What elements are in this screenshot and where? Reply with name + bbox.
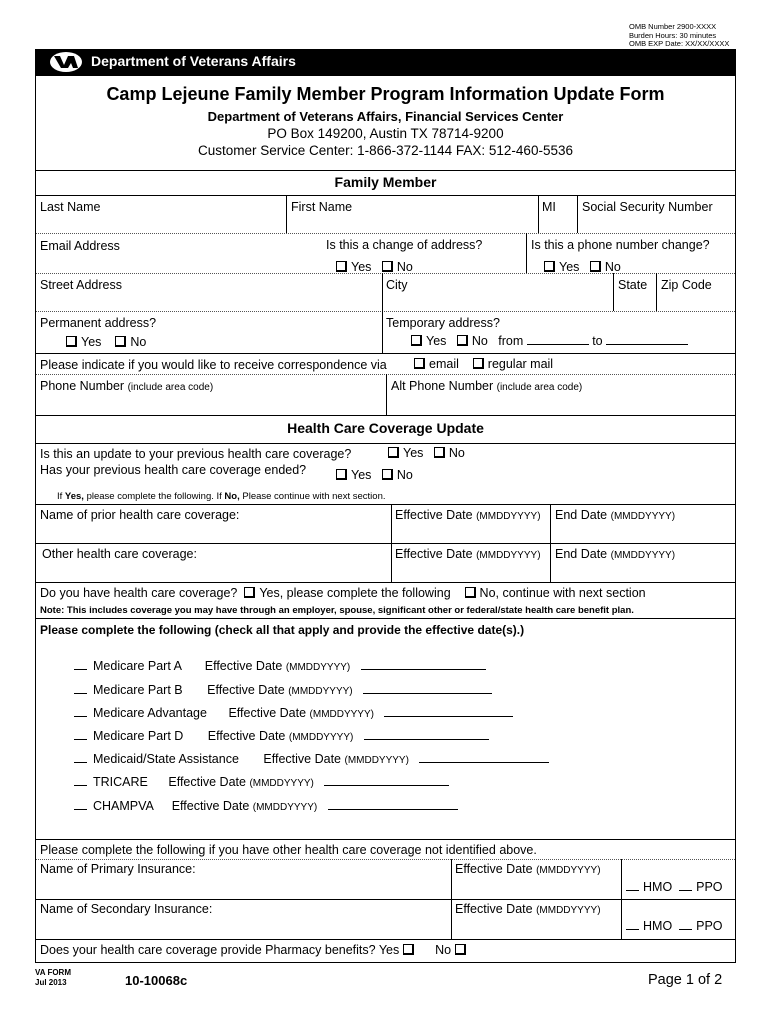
correspondence-options: [414, 357, 553, 372]
end-text: End Date: [555, 508, 608, 522]
plan-row: [74, 659, 486, 675]
divider: [36, 233, 735, 234]
address-change-no-checkbox[interactable]: [382, 261, 393, 272]
divider: [386, 374, 387, 415]
effective-text: Effective Date: [207, 729, 286, 743]
plan-date-field[interactable]: [419, 752, 549, 763]
va-banner: [35, 49, 736, 75]
form-box: [35, 75, 736, 963]
plan-name: Medicare Part D: [93, 729, 184, 743]
phone-note: (include area code): [127, 382, 214, 393]
other-coverage-label: Other health care coverage:: [42, 547, 197, 561]
pharmacy-text: Does your health care coverage provide Pharmacy benefits?: [40, 943, 376, 957]
end-text: End Date: [555, 547, 608, 561]
form-contact: Customer Service Center: 1-866-372-1144 FAX: 512-460-5536: [198, 143, 573, 158]
divider: [36, 899, 735, 900]
footer-form-number: 10-10068c: [125, 973, 188, 988]
state-label: State: [618, 278, 648, 292]
permanent-options: [66, 335, 146, 350]
plan-date-field[interactable]: [384, 706, 513, 717]
primary-effective-label: [455, 862, 601, 878]
hc-ended-question: Has your previous health care coverage ended?: [40, 463, 307, 477]
have-coverage-yes-checkbox[interactable]: [244, 587, 255, 598]
omb-info: [629, 23, 729, 49]
note-no: No,: [224, 491, 240, 502]
primary-insurance-label: Name of Primary Insurance:: [40, 862, 196, 876]
form-subtitle: Department of Veterans Affairs, Financial Services Center: [207, 109, 564, 124]
plan-name: Medicare Advantage: [93, 706, 207, 720]
date-format: (MMDDYYYY): [309, 709, 374, 720]
dept-name: Department of Veterans Affairs: [91, 53, 296, 69]
hmo-label: HMO: [643, 919, 673, 933]
have-coverage-question: [40, 586, 646, 601]
pharmacy-yes-checkbox[interactable]: [403, 944, 414, 955]
yes-label: Yes: [378, 943, 400, 957]
hc-update-options: [388, 446, 465, 461]
note-pre: If: [57, 491, 65, 502]
yes-label: Yes: [81, 335, 102, 349]
to-date-field[interactable]: [606, 334, 688, 345]
date-format: (MMDDYYYY): [610, 511, 676, 522]
no-label: No: [448, 446, 465, 460]
hc-ended-no-checkbox[interactable]: [382, 469, 393, 480]
ssn-label: Social Security Number: [582, 200, 713, 214]
secondary-ppo-check[interactable]: [679, 921, 692, 930]
date-format: (MMDDYYYY): [344, 755, 409, 766]
divider: [526, 233, 527, 273]
to-label: to: [592, 334, 603, 348]
divider: [36, 311, 735, 312]
plan-name: TRICARE: [93, 775, 148, 789]
no-label: No: [604, 260, 621, 274]
correspondence-email-checkbox[interactable]: [414, 358, 425, 369]
city-label: City: [386, 278, 408, 292]
other-intro-label: Please complete the following if you have other health care coverage not identified above.: [40, 843, 537, 857]
divider: [36, 443, 735, 444]
permanent-no-checkbox[interactable]: [115, 336, 126, 347]
first-name-label: First Name: [291, 200, 353, 214]
correspondence-label: Please indicate if you would like to receive correspondence via: [40, 358, 387, 372]
date-format: (MMDDYYYY): [476, 550, 541, 561]
primary-ppo-check[interactable]: [679, 882, 692, 891]
divider: [656, 273, 657, 311]
address-change-label: Is this a change of address?: [326, 238, 483, 252]
note-mid: please complete the following. If: [83, 491, 225, 502]
other-end-label: [555, 547, 675, 563]
ppo-label: PPO: [696, 880, 723, 894]
plan-check[interactable]: [74, 661, 87, 670]
plan-row: [74, 799, 458, 815]
prior-coverage-label: Name of prior health care coverage:: [40, 508, 240, 522]
divider: [36, 582, 735, 583]
hc-update-question: Is this an update to your previous health care coverage?: [40, 447, 352, 461]
permanent-label: Permanent address?: [40, 316, 157, 330]
other-effective-label: [395, 547, 541, 563]
plan-name: Medicaid/State Assistance: [93, 752, 239, 766]
primary-plan-type: [626, 880, 723, 895]
email-label: Email Address: [40, 239, 120, 253]
secondary-plan-type: [626, 919, 723, 934]
primary-hmo-check[interactable]: [626, 882, 639, 891]
plan-row: [74, 775, 449, 791]
temporary-no-checkbox[interactable]: [457, 335, 468, 346]
hc-update-yes-checkbox[interactable]: [388, 447, 399, 458]
plan-date-field[interactable]: [324, 775, 449, 786]
omb-exp: OMB EXP Date: XX/XX/XXXX: [629, 39, 730, 48]
plan-check[interactable]: [74, 708, 87, 717]
complete-following-label: Please complete the following (check all that apply and provide the effective date(s).): [40, 623, 525, 637]
plan-date-field[interactable]: [364, 729, 489, 740]
plan-check[interactable]: [74, 731, 87, 740]
divider: [577, 195, 578, 233]
alt-phone-label: [391, 379, 582, 395]
mi-label: MI: [542, 200, 556, 214]
hc-ended-yes-checkbox[interactable]: [336, 469, 347, 480]
effective-text: Effective Date: [207, 683, 285, 697]
pharmacy-no-checkbox[interactable]: [455, 944, 466, 955]
plan-check[interactable]: [74, 777, 87, 786]
divider: [36, 273, 735, 274]
effective-text: Effective Date: [395, 547, 473, 561]
last-name-label: Last Name: [40, 200, 101, 214]
no-label: No: [396, 260, 413, 274]
hmo-label: HMO: [643, 880, 673, 894]
divider: [36, 504, 735, 505]
yes-label: Yes: [559, 260, 580, 274]
va-logo-icon: [49, 51, 83, 73]
no-label: No: [435, 943, 452, 957]
plan-row: [74, 683, 492, 699]
divider: [36, 543, 735, 544]
no-label: No: [471, 334, 488, 348]
street-label: Street Address: [40, 278, 122, 292]
effective-text: Effective Date: [455, 862, 533, 876]
family-heading: Family Member: [334, 174, 437, 190]
temporary-yes-checkbox[interactable]: [411, 335, 422, 346]
divider: [36, 859, 735, 860]
prior-effective-label: [395, 508, 541, 524]
temporary-label: Temporary address?: [386, 316, 500, 330]
correspondence-mail-checkbox[interactable]: [473, 358, 484, 369]
divider: [36, 939, 735, 940]
prior-end-label: [555, 508, 675, 524]
plan-date-field[interactable]: [361, 659, 486, 670]
date-format: (MMDDYYYY): [252, 802, 318, 813]
no-label: No: [396, 468, 413, 482]
secondary-effective-label: [455, 902, 601, 918]
date-format: (MMDDYYYY): [536, 865, 601, 876]
date-format: (MMDDYYYY): [476, 511, 541, 522]
effective-text: Effective Date: [395, 508, 473, 522]
permanent-yes-checkbox[interactable]: [66, 336, 77, 347]
phone-change-no-checkbox[interactable]: [590, 261, 601, 272]
from-label: from: [498, 334, 524, 348]
yes-label: Yes: [351, 260, 372, 274]
hc-ended-options: [336, 468, 413, 483]
divider: [36, 170, 735, 171]
note-post: Please continue with next section.: [239, 491, 386, 502]
hc-update-no-checkbox[interactable]: [434, 447, 445, 458]
divider: [36, 839, 735, 840]
plan-name: CHAMPVA: [93, 799, 154, 813]
effective-text: Effective Date: [455, 902, 533, 916]
footer-form-info: [35, 968, 71, 988]
footer-va-form: VA FORM: [35, 968, 71, 977]
yes-label: Yes: [351, 468, 372, 482]
address-change-yes-checkbox[interactable]: [336, 261, 347, 272]
divider: [538, 195, 539, 233]
have-coverage-no-checkbox[interactable]: [465, 587, 476, 598]
omb-number: OMB Number 2900-XXXX: [629, 22, 717, 31]
alt-phone-label-text: Alt Phone Number: [391, 379, 494, 393]
omb-burden: Burden Hours: 30 minutes: [629, 30, 717, 40]
date-format: (MMDDYYYY): [610, 550, 676, 561]
email-option-label: email: [429, 357, 459, 371]
date-format: (MMDDYYYY): [249, 778, 314, 789]
date-format: (MMDDYYYY): [285, 662, 351, 673]
plan-date-field[interactable]: [328, 799, 458, 810]
effective-text: Effective Date: [168, 775, 246, 789]
plan-check[interactable]: [74, 801, 87, 810]
secondary-hmo-check[interactable]: [626, 921, 639, 930]
ppo-label: PPO: [696, 919, 723, 933]
yes-label: Yes: [403, 446, 424, 460]
form-title: Camp Lejeune Family Member Program Information Update Form: [106, 84, 665, 104]
divider: [382, 273, 383, 311]
have-coverage-no-label: No, continue with next section: [479, 586, 646, 600]
date-format: (MMDDYYYY): [288, 732, 354, 743]
secondary-insurance-label: Name of Secondary Insurance:: [40, 902, 213, 916]
form-address: PO Box 149200, Austin TX 78714-9200: [267, 126, 504, 141]
divider: [36, 618, 735, 619]
hc-ended-instructions: [57, 489, 386, 504]
plan-row: [74, 706, 513, 722]
divider: [36, 195, 735, 196]
plan-name: Medicare Part A: [93, 659, 182, 673]
plan-row: [74, 752, 549, 768]
zip-label: Zip Code: [661, 278, 712, 292]
have-coverage-yes-label: Yes, please complete the following: [259, 586, 451, 600]
effective-text: Effective Date: [228, 706, 307, 720]
have-coverage-text: Do you have health care coverage?: [40, 586, 238, 600]
effective-text: Effective Date: [204, 659, 283, 673]
divider: [36, 415, 735, 416]
alt-phone-note: (include area code): [496, 382, 583, 393]
divider: [36, 353, 735, 354]
footer-page-number: Page 1 of 2: [648, 972, 723, 988]
plan-date-field[interactable]: [363, 683, 492, 694]
no-label: No: [130, 335, 147, 349]
from-date-field[interactable]: [527, 334, 589, 345]
plan-check[interactable]: [74, 685, 87, 694]
yes-label: Yes: [426, 334, 447, 348]
phone-change-label: Is this a phone number change?: [531, 238, 710, 252]
temporary-options: [411, 334, 688, 349]
pharmacy-question: [40, 943, 470, 958]
coverage-note: Note: This includes coverage you may have through an employer, spouse, significant other or federal/state health care benefit plan.: [40, 605, 634, 616]
divider: [382, 311, 383, 353]
footer-date: Jul 2013: [35, 978, 67, 987]
date-format: (MMDDYYYY): [536, 905, 601, 916]
effective-text: Effective Date: [263, 752, 341, 766]
plan-check[interactable]: [74, 754, 87, 763]
plan-row: [74, 729, 489, 745]
effective-text: Effective Date: [171, 799, 250, 813]
mail-option-label: regular mail: [487, 357, 554, 371]
date-format: (MMDDYYYY): [288, 686, 353, 697]
note-yes: Yes,: [64, 491, 84, 502]
divider: [286, 195, 287, 233]
phone-change-yes-checkbox[interactable]: [544, 261, 555, 272]
plan-name: Medicare Part B: [93, 683, 183, 697]
phone-label-text: Phone Number: [40, 379, 125, 393]
hc-heading: Health Care Coverage Update: [287, 420, 484, 436]
phone-label: [40, 379, 213, 395]
divider: [613, 273, 614, 311]
